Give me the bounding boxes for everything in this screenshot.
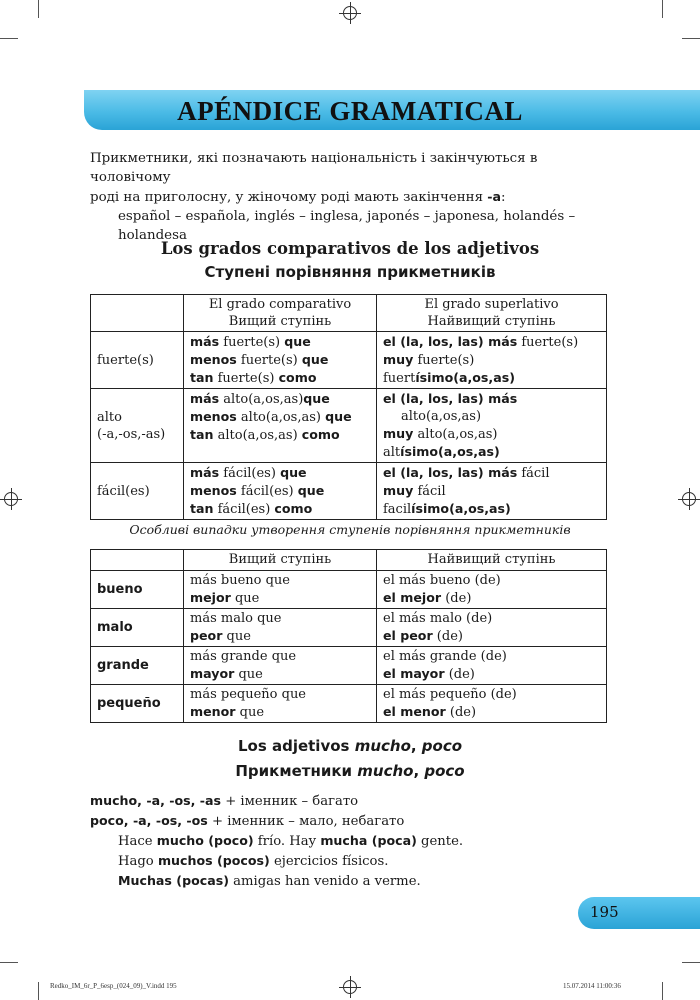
superlative-cell bbox=[377, 647, 607, 685]
table-header-cell: Вищий ступінь bbox=[184, 550, 377, 571]
txt: (de) bbox=[445, 705, 477, 720]
txt: (de) bbox=[432, 629, 463, 644]
kw: muy bbox=[383, 483, 414, 498]
registration-mark-icon bbox=[343, 980, 357, 994]
section3-title-es bbox=[0, 737, 700, 755]
txt: fácil(es) bbox=[236, 484, 298, 499]
crop-mark bbox=[0, 38, 18, 39]
txt: mucho bbox=[357, 762, 414, 780]
kw: menor bbox=[190, 704, 236, 719]
txt: poco bbox=[424, 762, 465, 780]
txt: alto(a,os,as) bbox=[413, 427, 498, 442]
page-number-tab bbox=[578, 897, 700, 929]
kw: peor bbox=[190, 628, 223, 643]
superlative-cell bbox=[377, 685, 607, 723]
txt: alto(a,os,as) bbox=[236, 410, 326, 425]
kw: menos bbox=[190, 409, 237, 424]
crop-mark bbox=[662, 982, 663, 1000]
kw: el (la, los, las) más bbox=[383, 391, 518, 406]
kw: más bbox=[190, 334, 220, 349]
kw: que bbox=[303, 391, 330, 406]
row-label: grande bbox=[91, 647, 184, 685]
kw: que bbox=[280, 465, 307, 480]
intro-line: Прикметники, які позначають національність і закінчуються в чоловічому bbox=[90, 151, 538, 185]
txt: que bbox=[235, 705, 265, 720]
txt: fácil(es) bbox=[213, 502, 275, 517]
table-header-cell bbox=[91, 295, 184, 332]
irregular-table bbox=[90, 549, 607, 723]
registration-mark-icon bbox=[4, 492, 18, 506]
header-comp-uk: Вищий ступінь bbox=[228, 314, 332, 329]
table-header-cell bbox=[377, 295, 607, 332]
comparison-table bbox=[90, 294, 607, 520]
row-label bbox=[91, 389, 184, 463]
page-title: APÉNDICE GRAMATICAL bbox=[177, 96, 523, 126]
txt: alt bbox=[383, 445, 401, 460]
section-title-es: Los grados comparativos de los adjetivos bbox=[160, 239, 540, 258]
superlative-cell bbox=[377, 389, 607, 463]
superlative-cell bbox=[377, 571, 607, 609]
txt: Hace bbox=[118, 834, 157, 849]
kw: el (la, los, las) más bbox=[383, 465, 518, 480]
txt: facil bbox=[383, 502, 412, 517]
kw: mucho, -a, -os, -as bbox=[90, 793, 221, 808]
table-header-row bbox=[91, 550, 607, 571]
txt: alto(a,os,as) bbox=[401, 409, 482, 424]
txt: (de) bbox=[441, 591, 472, 606]
footer-file: Redko_IM_6r_P_6esp_(024_09)_V.indd 195 bbox=[50, 982, 177, 990]
superlative-cell bbox=[377, 609, 607, 647]
intro-line bbox=[90, 187, 610, 207]
ending-a: -a bbox=[487, 189, 502, 204]
row-label: pequeño bbox=[91, 685, 184, 723]
table-row bbox=[91, 571, 607, 609]
txt: más bueno que bbox=[190, 573, 290, 588]
txt: el más pequeño (de) bbox=[383, 687, 517, 702]
txt: el más malo (de) bbox=[383, 611, 493, 626]
intro-text: роді на приголосну, у жіночому роді мають закінчення bbox=[90, 190, 488, 205]
registration-mark-icon bbox=[682, 492, 696, 506]
kw: como bbox=[274, 501, 313, 516]
txt: , bbox=[410, 737, 422, 755]
comparative-cell bbox=[184, 571, 377, 609]
comparative-cell bbox=[184, 389, 377, 463]
table-row bbox=[91, 389, 607, 463]
row-label: fácil(es) bbox=[91, 463, 184, 520]
txt: alto(a,os,as) bbox=[213, 428, 302, 443]
kw: el (la, los, las) más bbox=[383, 334, 518, 349]
crop-mark bbox=[0, 962, 18, 963]
kw: tan bbox=[190, 370, 214, 385]
txt: que bbox=[234, 667, 263, 682]
table-row bbox=[91, 463, 607, 520]
txt: fuerte(s) bbox=[219, 335, 285, 350]
txt: más grande que bbox=[190, 649, 297, 664]
txt: que bbox=[222, 629, 251, 644]
crop-mark bbox=[682, 38, 700, 39]
table-header-cell bbox=[91, 550, 184, 571]
txt: el más bueno (de) bbox=[383, 573, 501, 588]
kw: que bbox=[297, 483, 325, 498]
txt: fuert bbox=[383, 371, 416, 386]
footer-date: 15.07.2014 11:00:36 bbox=[563, 982, 621, 990]
kw: que bbox=[284, 334, 311, 349]
row-label-line: (-a,-os,-as) bbox=[97, 426, 166, 442]
crop-mark bbox=[662, 0, 663, 18]
txt: ejercicios físicos. bbox=[269, 854, 389, 869]
txt: amigas han venido a verme. bbox=[228, 874, 421, 889]
intro-text: : bbox=[501, 190, 506, 205]
kw: el menor bbox=[383, 704, 446, 719]
kw: tan bbox=[190, 501, 214, 516]
kw: ísimo(a,os,as) bbox=[400, 444, 500, 459]
txt: más pequeño que bbox=[190, 687, 307, 702]
txt: gente. bbox=[416, 834, 464, 849]
kw: poco, -a, -os, -os bbox=[90, 813, 208, 828]
txt: mucho bbox=[354, 737, 411, 755]
intro-paragraph bbox=[90, 149, 610, 245]
kw: que bbox=[301, 352, 329, 367]
kw: menos bbox=[190, 483, 237, 498]
txt: + іменник – мало, небагато bbox=[207, 814, 405, 829]
kw: ísimo(a,os,as) bbox=[411, 501, 511, 516]
kw: ísimo(a,os,as) bbox=[415, 370, 515, 385]
comparative-cell bbox=[184, 609, 377, 647]
row-label: malo bbox=[91, 609, 184, 647]
row-label-line: alto bbox=[97, 409, 122, 425]
superlative-cell bbox=[377, 332, 607, 389]
txt: + іменник – багато bbox=[221, 794, 359, 809]
txt: Прикметники bbox=[235, 762, 358, 780]
kw: el mayor bbox=[383, 666, 445, 681]
header-sup-es: El grado superlativo bbox=[424, 297, 559, 312]
txt: alto(a,os,as) bbox=[219, 392, 304, 407]
kw: más bbox=[190, 391, 220, 406]
special-cases-caption: Особливі випадки утворення ступенів порівняння прикметників bbox=[129, 522, 571, 537]
crop-mark bbox=[682, 962, 700, 963]
page-number: 195 bbox=[590, 903, 619, 921]
comparative-cell bbox=[184, 463, 377, 520]
row-label: bueno bbox=[91, 571, 184, 609]
txt: el más grande (de) bbox=[383, 649, 507, 664]
kw: mejor bbox=[190, 590, 231, 605]
kw: menos bbox=[190, 352, 237, 367]
kw: mucho (poco) bbox=[156, 833, 254, 848]
examples-line: holandesa bbox=[118, 228, 187, 243]
txt: fuerte(s) bbox=[213, 371, 279, 386]
txt: frío. Hay bbox=[253, 834, 321, 849]
kw: como bbox=[301, 427, 340, 442]
txt: más malo que bbox=[190, 611, 282, 626]
kw: como bbox=[278, 370, 317, 385]
superlative-cell bbox=[377, 463, 607, 520]
kw: muy bbox=[383, 352, 414, 367]
kw: más bbox=[190, 465, 220, 480]
section-title-uk: Ступені порівняння прикметників bbox=[204, 263, 496, 281]
txt: Hago bbox=[118, 854, 158, 869]
kw: muchos (pocos) bbox=[157, 853, 270, 868]
table-header-cell bbox=[184, 295, 377, 332]
txt: fácil(es) bbox=[219, 466, 281, 481]
registration-mark-icon bbox=[343, 6, 357, 20]
header-sup-uk: Найвищий ступінь bbox=[427, 314, 556, 329]
kw: que bbox=[325, 409, 352, 424]
comparative-cell bbox=[184, 332, 377, 389]
crop-mark bbox=[38, 982, 39, 1000]
table-row bbox=[91, 332, 607, 389]
table-row bbox=[91, 609, 607, 647]
header-comp-es: El grado comparativo bbox=[208, 297, 352, 312]
txt: que bbox=[230, 591, 260, 606]
txt: fácil bbox=[517, 466, 550, 481]
crop-mark bbox=[38, 0, 39, 18]
txt: , bbox=[413, 762, 425, 780]
table-row bbox=[91, 685, 607, 723]
txt: fuerte(s) bbox=[413, 353, 475, 368]
kw: mayor bbox=[190, 666, 235, 681]
txt: fuerte(s) bbox=[517, 335, 579, 350]
table-row bbox=[91, 647, 607, 685]
kw: tan bbox=[190, 427, 214, 442]
table-header-row bbox=[91, 295, 607, 332]
txt: fuerte(s) bbox=[236, 353, 302, 368]
kw: el mejor bbox=[383, 590, 442, 605]
txt: Los adjetivos bbox=[237, 737, 355, 755]
kw: el peor bbox=[383, 628, 433, 643]
table-header-cell: Найвищий ступінь bbox=[377, 550, 607, 571]
kw: Muchas (pocas) bbox=[118, 873, 229, 888]
section3-title-uk bbox=[0, 762, 700, 780]
kw: mucha (poca) bbox=[320, 833, 417, 848]
txt: fácil bbox=[413, 484, 446, 499]
comparative-cell bbox=[184, 647, 377, 685]
mucho-poco-rules bbox=[90, 791, 610, 891]
examples-line: español – española, inglés – inglesa, japonés – japonesa, holandés – bbox=[118, 209, 576, 224]
row-label: fuerte(s) bbox=[91, 332, 184, 389]
kw: muy bbox=[383, 426, 414, 441]
txt: poco bbox=[421, 737, 463, 755]
txt: (de) bbox=[444, 667, 475, 682]
comparative-cell bbox=[184, 685, 377, 723]
